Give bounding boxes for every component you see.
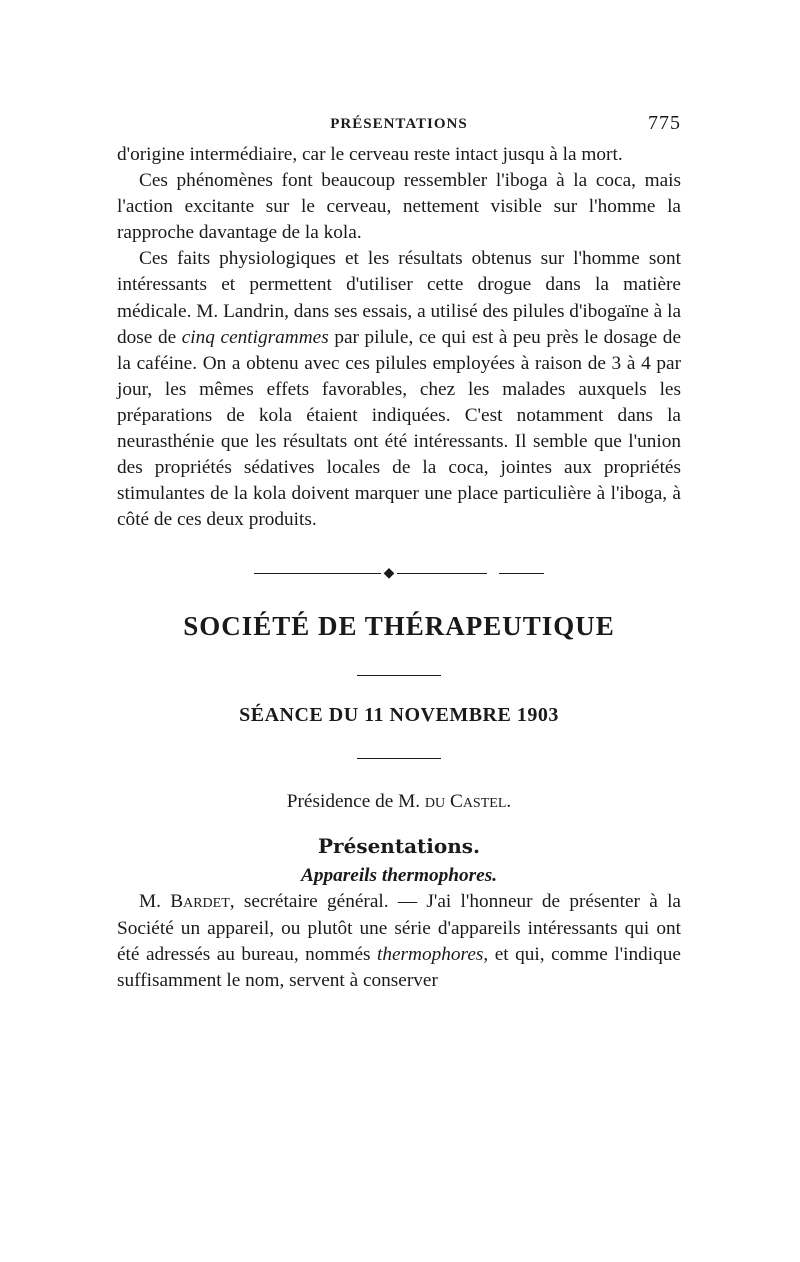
paragraph-bardet xyxy=(117,889,681,993)
section-subheading: Appareils thermophores. xyxy=(300,865,498,887)
short-divider xyxy=(357,675,441,676)
divider-rule xyxy=(397,573,487,574)
dose-emphasis: cinq centigrammes xyxy=(181,326,329,348)
page-header xyxy=(117,112,681,142)
speaker-name: Bardet xyxy=(170,891,230,913)
paragraph-text-part: Ces faits physiologiques et les résultats obtenus sur l'homme sont intéressants et permettent d'utiliser cette drogue dans la matière médicale. M. Landrin, dans ses essais, a utilisé des pilules d'ibogaïne à la dose de xyxy=(117,248,681,348)
paragraph-text-part: , secrétaire général. — J'ai l'honneur de présenter à la Société un appareil, ou plutôt une série d'appareils intéressants qui ont été adressés au bureau, nommés xyxy=(117,891,681,965)
presidency-prefix: Présidence de M. xyxy=(286,791,425,813)
presidency-line xyxy=(117,789,681,815)
paragraph-physiological-facts xyxy=(117,246,681,533)
ornamental-divider xyxy=(254,567,544,581)
thermophores-emphasis: thermophores xyxy=(377,943,484,965)
divider-rule xyxy=(254,573,381,574)
president-name: du Castel xyxy=(424,791,507,813)
paragraph-text-part: par pilule, ce qui est à peu près le dosage de la caféine. On a obtenu avec ces pilules employées à raison de 3 à 4 par jour, les mêmes effets favorables, chez les malades auxquels les préparations de kola étaient indiquées. C'est notamment dans la neurasthénie que les résultats ont été intéressants. Il semble que l'union des propriétés sédatives locales de la coca, jointes aux propriétés stimulantes de la kola doivent marquer une place particulière à l'iboga, à côté de ces deux produits. xyxy=(117,326,681,531)
short-divider xyxy=(357,758,441,759)
page-number: 775 xyxy=(648,112,681,134)
paragraph-iboga-coca: Ces phénomènes font beaucoup ressembler l'iboga à la coca, mais l'action excitante sur le cerveau, nettement visible sur l'homme la rapproche davantage de la kola. xyxy=(117,170,681,244)
paragraph-text-part: , et qui, comme l'indique suffisamment le nom, servent à conserver xyxy=(117,943,681,991)
section-heading: Présentations. xyxy=(318,834,480,859)
diamond-ornament-icon: ◆ xyxy=(383,566,395,582)
presidency-suffix: . xyxy=(506,791,512,813)
document-page xyxy=(117,112,681,994)
speaker-prefix: M. xyxy=(139,891,171,913)
paragraph-continuation: d'origine intermédiaire, car le cerveau reste intact jusqu à la mort. xyxy=(117,144,623,165)
society-title: SOCIÉTÉ DE THÉRAPEUTIQUE xyxy=(183,611,615,642)
divider-rule xyxy=(499,573,544,574)
running-head: PRÉSENTATIONS xyxy=(330,116,468,132)
session-date: SÉANCE DU 11 NOVEMBRE 1903 xyxy=(239,704,559,727)
